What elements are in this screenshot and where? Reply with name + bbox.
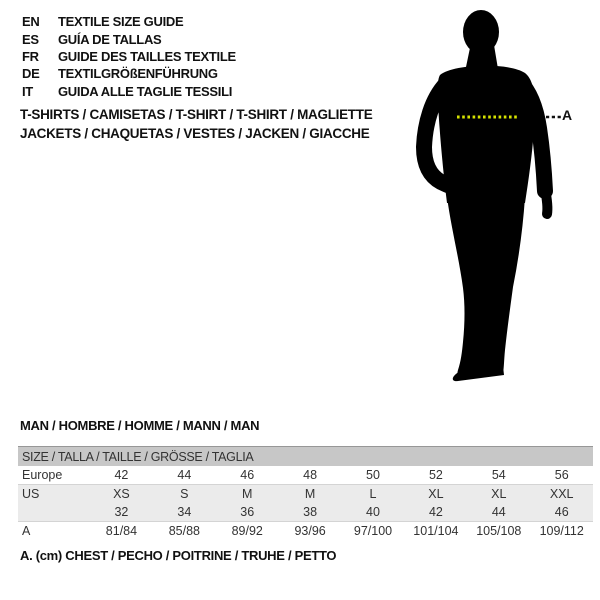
silhouette-neck xyxy=(466,43,498,69)
size-cell: 52 xyxy=(404,466,467,485)
size-cell: XXL xyxy=(530,485,593,504)
size-cell: 34 xyxy=(153,503,216,522)
size-cell: 81/84 xyxy=(105,524,138,538)
language-label: GUÍA DE TALLAS xyxy=(58,31,162,47)
size-cell: 40 xyxy=(342,503,405,522)
size-cell: 93/96 xyxy=(294,524,326,538)
size-cell: 36 xyxy=(216,503,279,522)
size-cell: 46 xyxy=(530,503,593,522)
language-code: ES xyxy=(22,31,39,47)
silhouette-legs xyxy=(447,197,525,378)
language-label: GUIDA ALLE TAGLIE TESSILI xyxy=(58,83,233,99)
size-cell: XS xyxy=(90,485,153,504)
size-cell: S xyxy=(153,485,216,504)
size-cell: 56 xyxy=(530,466,593,485)
size-cell: 44 xyxy=(153,466,216,485)
table-row-us xyxy=(18,485,593,504)
size-cell: 97/100 xyxy=(353,524,393,538)
size-cell: 38 xyxy=(279,503,342,522)
language-code: EN xyxy=(22,14,40,30)
table-row-europe xyxy=(18,466,593,485)
language-code: FR xyxy=(22,48,39,64)
language-row xyxy=(22,83,236,100)
size-cell: M xyxy=(279,485,342,504)
language-label: GUIDE DES TAILLES TEXTILE xyxy=(58,48,236,64)
table-row-uk xyxy=(18,503,593,522)
size-table xyxy=(18,446,593,540)
man-silhouette xyxy=(415,5,575,390)
size-cell: 109/112 xyxy=(539,524,584,538)
size-cell: L xyxy=(342,485,405,504)
size-cell: 50 xyxy=(342,466,405,485)
language-row xyxy=(22,65,236,82)
size-cell: XL xyxy=(467,485,530,504)
row-label: Europe xyxy=(18,466,90,485)
row-label: US xyxy=(18,485,90,504)
language-row xyxy=(22,48,236,65)
section-title-man: MAN / HOMBRE / HOMME / MANN / MAN xyxy=(20,418,260,433)
garment-categories xyxy=(20,106,372,143)
size-cell: 54 xyxy=(467,466,530,485)
language-row xyxy=(22,13,236,30)
size-cell: 46 xyxy=(216,466,279,485)
row-label: A xyxy=(22,524,31,538)
size-cell: 32 xyxy=(90,503,153,522)
size-cell: 105/108 xyxy=(476,524,522,538)
size-cell: 89/92 xyxy=(231,524,263,538)
size-cell: M xyxy=(216,485,279,504)
table-row-chest xyxy=(18,522,593,541)
language-label: TEXTILE SIZE GUIDE xyxy=(58,14,184,30)
size-table-header: SIZE / TALLA / TAILLE / GRÖSSE / TAGLIA xyxy=(18,447,593,467)
measure-label-a: A xyxy=(562,107,573,123)
category-jackets: JACKETS / CHAQUETAS / VESTES / JACKEN / GIACCHE xyxy=(20,125,370,141)
row-label xyxy=(18,503,90,522)
language-row xyxy=(22,30,236,47)
size-cell: XL xyxy=(404,485,467,504)
size-cell: 42 xyxy=(90,466,153,485)
size-cell: 42 xyxy=(404,503,467,522)
measurement-footnote: A. (cm) CHEST / PECHO / POITRINE / TRUHE / PETTO xyxy=(20,548,337,563)
size-cell: 85/88 xyxy=(168,524,200,538)
category-tshirts: T-SHIRTS / CAMISETAS / T-SHIRT / T-SHIRT / MAGLIETTE xyxy=(20,107,373,122)
language-label: TEXTILGRÖßENFÜHRUNG xyxy=(58,66,218,82)
size-cell: 48 xyxy=(279,466,342,485)
size-cell: 101/104 xyxy=(413,524,459,538)
language-code: IT xyxy=(22,83,33,99)
language-code: DE xyxy=(22,66,40,82)
language-list xyxy=(22,13,236,100)
silhouette-right-hand xyxy=(545,189,547,214)
size-table-header-row xyxy=(18,447,593,467)
size-cell: 44 xyxy=(467,503,530,522)
